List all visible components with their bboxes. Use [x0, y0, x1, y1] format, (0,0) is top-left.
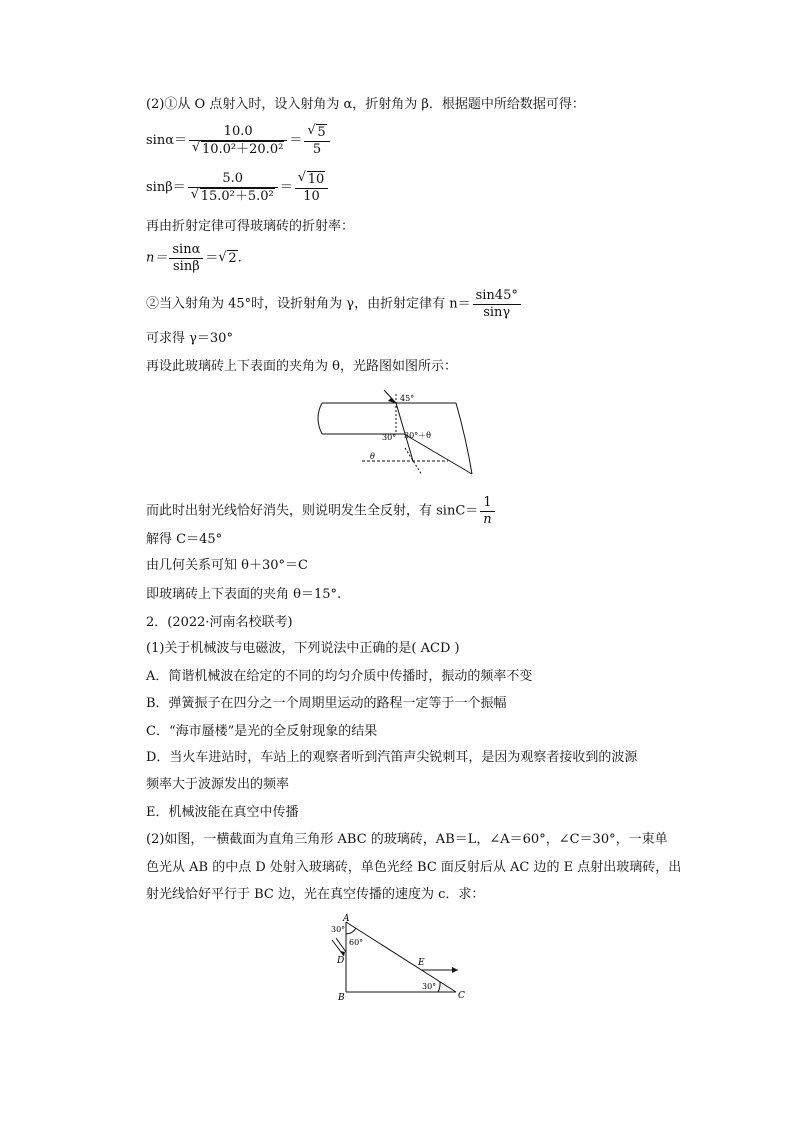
paragraph-line: 再由折射定律可得玻璃砖的折射率： [146, 219, 355, 234]
sqrt [307, 124, 326, 141]
radicand: 15.0²＋5.0² [200, 189, 274, 204]
equation-sin-alpha [146, 124, 332, 158]
denominator: sinβ [173, 259, 200, 274]
equation-critical [146, 495, 497, 528]
fraction [473, 288, 521, 321]
radicand: 2 [228, 250, 237, 266]
fraction [480, 495, 494, 528]
angle-c30-label: 30° [422, 982, 437, 991]
triangle-diagram [322, 912, 472, 1000]
sqrt [192, 141, 284, 158]
radicand: 5 [317, 125, 326, 140]
side-ac [346, 922, 456, 992]
angle-30-theta-label: 30°＋θ [404, 431, 431, 440]
fraction [188, 171, 278, 205]
text: ②当入射角为 45°时，设折射角为 γ，由折射定律有 n＝ [146, 296, 471, 312]
angle-30-label: 30° [382, 433, 397, 442]
radicand: 10.0²＋20.0² [201, 142, 284, 157]
option-e: E．机械波能在真空中传播 [146, 805, 299, 820]
question2-line: 射光线恰好平行于 BC 边，光在真空传播的速度为 c．求： [146, 887, 485, 902]
eq-lhs: sinα＝ [146, 133, 187, 148]
option-b: B．弹簧振子在四分之一个周期里运动的路程一定等于一个振幅 [146, 696, 507, 711]
equals: ＝ [289, 133, 303, 148]
eq-lhs: sinβ＝ [146, 180, 186, 195]
denominator: n [483, 512, 492, 527]
denominator: 10 [303, 189, 320, 204]
fraction [304, 124, 329, 158]
sqrt [218, 249, 237, 269]
paragraph-line: 由几何关系可知 θ＋30°＝C [146, 558, 308, 573]
numerator: 10.0 [189, 124, 287, 141]
question2-line: (2)如图，一横截面为直角三角形 ABC 的玻璃砖，AB＝L，∠A＝60°，∠C＝30°，一束单 [146, 832, 668, 847]
point-b-label: B [338, 993, 345, 1000]
point-a-label: A [343, 914, 350, 924]
arrowhead [452, 967, 458, 973]
numerator: sinα [169, 242, 203, 259]
equation-n: n＝ $\frac{\sin\alpha}{\sin\beta}$ ＝√ 2. [146, 242, 242, 275]
paragraph-line: 解得 C＝45° [146, 532, 223, 547]
angle-arc-c [438, 982, 440, 992]
numerator: 1 [480, 495, 494, 512]
text: 而此时出射光线恰好消失，则说明发生全反射，有 sinC＝ [146, 503, 479, 519]
question2-line: 色光从 AB 的中点 D 处射入玻璃砖，单色光经 BC 面反射后从 AC 边的 E 点射出玻璃砖，出 [146, 860, 682, 875]
paragraph-line: 再设此玻璃砖上下表面的夹角为 θ，光路图如图所示： [146, 359, 457, 374]
fraction [295, 171, 329, 205]
break-line-right [456, 403, 472, 474]
angle-30-label: 30° [331, 925, 346, 934]
light-path-diagram [314, 388, 484, 480]
equation-snell-45 [146, 288, 523, 321]
question-title: 2．(2022·河南名校联考) [146, 615, 293, 630]
option-a: A．简谐机械波在给定的不同的均匀介质中传播时，振动的频率不变 [146, 669, 533, 684]
fraction [169, 242, 203, 275]
equals: ＝ [205, 250, 219, 266]
eq-lhs: n＝ [146, 250, 168, 266]
equals: ＝ [279, 180, 293, 195]
point-e-label: E [418, 958, 425, 968]
angle-arc-a [346, 928, 356, 934]
break-line-left [318, 403, 322, 434]
point-c-label: C [458, 991, 465, 1000]
incident-ray-2 [336, 938, 346, 952]
fraction [189, 124, 287, 158]
point-d-label: D [337, 956, 345, 966]
option-d-line1: D．当火车进站时，车站上的观察者听到汽笛声尖锐刺耳，是因为观察者接收到的波源 [146, 750, 638, 765]
denominator: sinγ [483, 305, 511, 320]
angle-45-label: 45° [400, 394, 415, 403]
sqrt [298, 171, 326, 188]
paragraph-line: 可求得 γ＝30° [146, 331, 233, 346]
option-c: C．“海市蜃楼”是光的全反射现象的结果 [146, 724, 378, 739]
paragraph-line: 即玻璃砖上下表面的夹角 θ＝15°. [146, 587, 342, 602]
angle-60-label: 60° [349, 938, 364, 947]
numerator: sin45° [473, 288, 521, 305]
slanted-surface [404, 434, 472, 474]
theta-label: θ [370, 452, 375, 461]
equation-sin-beta [146, 171, 330, 205]
numerator: 5.0 [188, 171, 278, 188]
option-d-line2: 频率大于波源发出的频率 [146, 777, 290, 792]
denominator: 5 [312, 142, 322, 157]
paragraph-line: (2)①从 O 点射入时，设入射角为 α，折射角为 β．根据题中所给数据可得： [146, 97, 585, 112]
radicand: 10 [307, 172, 325, 187]
question-stem: (1)关于机械波与电磁波，下列说法中正确的是( ACD ) [146, 641, 460, 656]
sqrt [191, 188, 275, 205]
